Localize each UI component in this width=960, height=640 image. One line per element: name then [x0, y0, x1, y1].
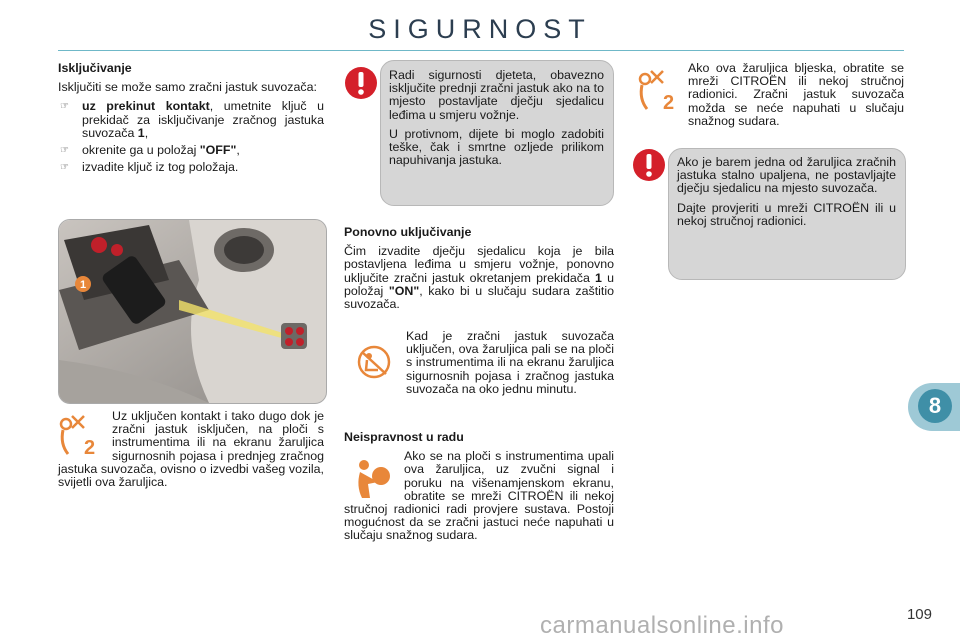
reactivation-text-part: Čim izvadite dječju sjedalicu koja je bila postavljena leđima u smjeru vožnje, ponovno uključite zračni jastuk okretanjem prekidača	[344, 244, 614, 285]
deactivation-heading: Isključivanje	[58, 61, 132, 75]
header-divider	[58, 50, 904, 51]
reactivation-strong: 1	[595, 270, 602, 285]
bullet-item	[58, 100, 324, 140]
airbag-on-icon	[350, 338, 398, 386]
airbag-on-note	[344, 330, 614, 396]
deactivated-lamp-text: Uz uključen kontakt i tako dugo dok je zračni jastuk isključen, na ploči s instrumentima ili na ekranu žaruljica sigurnosnih pojasa i prednjeg zračnog jastuka suvozača, ovisno o izvedbi vašeg vozila, svijetli ova žaruljica.	[58, 409, 324, 490]
warning-text: Ako je barem jedna od žaruljica zračnih jastuka stalno upaljena, ne postavljajte dječju sjedalicu na mjesto suvozača.	[677, 155, 896, 196]
bullet-text: okrenite ga u položaj	[82, 143, 200, 158]
watermark: carmanualsonline.info	[540, 612, 784, 639]
pointing-hand-icon: ☞	[60, 101, 69, 113]
chapter-number: 8	[918, 389, 952, 423]
bullet-text: izvadite ključ iz tog položaja.	[82, 160, 239, 175]
svg-text:2: 2	[663, 92, 675, 112]
fault-section	[344, 431, 614, 543]
fault-heading: Neispravnost u radu	[344, 430, 464, 444]
blinking-lamp-note	[688, 62, 904, 128]
callout-number: 1	[79, 279, 87, 291]
deactivation-intro: Isključiti se može samo zračni jastuk suvozača:	[58, 80, 317, 95]
fault-text: Ako se na ploči s instrumentima upali ova žaruljica, uz zvučni signal i poruku na višenamjenskom ekranu, obratite se mreži CITROËN ili nekoj stručnoj radionici radi provjere sustava. Postoji mogućnost da se zračni jastuci neće napuhati u slučaju snažnog sudara.	[344, 449, 614, 543]
warning-text: Dajte provjeriti u mreži CITROËN ili u nekoj stručnoj radionici.	[677, 200, 896, 228]
warning-text: U protivnom, dijete bi moglo zadobiti teške, čak i smrtne ozljede prilikom napuhivanja jastuka.	[389, 126, 604, 168]
page-title: SIGURNOST	[368, 14, 592, 44]
airbag-fault-icon	[348, 456, 396, 502]
warning-exclamation-icon	[344, 66, 378, 100]
chapter-tab	[908, 383, 960, 431]
bullet-text: , umetnite ključ u prekidač za isključivanje zračnog jastuka suvozača	[82, 99, 324, 140]
airbag-off-icon	[636, 64, 684, 112]
reactivation-text	[344, 245, 614, 311]
bullet-strong: uz prekinut kontakt	[82, 99, 210, 114]
reactivation-text-part: , kako bi u slučaju sudara zaštitio suvozača.	[344, 283, 614, 312]
airbag-on-text: Kad je zračni jastuk suvozača uključen, ova žaruljica pali se na ploči s instrumentima ili na ekranu žaruljica sigurnosnih pojasa i zračnog jastuka suvozača na oko jednu minutu.	[406, 329, 614, 396]
pointing-hand-icon: ☞	[60, 145, 69, 157]
lamp-on-warning-box	[668, 148, 906, 280]
bullet-text: ,	[144, 125, 149, 140]
bullet-strong: 1	[137, 125, 145, 140]
warning-exclamation-icon	[632, 148, 666, 182]
airbag-switch-photo	[58, 219, 327, 404]
airbag-off-icon	[58, 410, 104, 458]
deactivation-section	[58, 62, 324, 178]
reactivation-section	[344, 226, 614, 317]
bullet-text: ,	[236, 143, 240, 158]
bullet-item	[58, 161, 324, 174]
deactivated-lamp-note	[58, 410, 324, 489]
reactivation-strong: "ON"	[388, 283, 420, 298]
bullet-strong: "OFF"	[199, 143, 237, 158]
svg-text:2: 2	[84, 437, 96, 458]
pointing-hand-icon: ☞	[60, 162, 69, 174]
reactivation-heading: Ponovno uključivanje	[344, 225, 472, 239]
blinking-lamp-text: Ako ova žaruljica bljeska, obratite se mreži CITROËN ili nekoj stručnoj radionici. Zračni jastuk suvozača možda se neće napuhati u slučaju snažnog sudara.	[688, 61, 904, 128]
child-seat-warning-box	[380, 60, 614, 206]
page-number: 109	[906, 606, 932, 623]
reactivation-text-part: u položaj	[344, 270, 614, 298]
warning-text: Radi sigurnosti djeteta, obavezno isključite prednji zračni jastuk ako na to mjesto postavljate dječju sjedalicu leđima u smjeru vožnje.	[389, 68, 604, 122]
bullet-item	[58, 144, 324, 157]
